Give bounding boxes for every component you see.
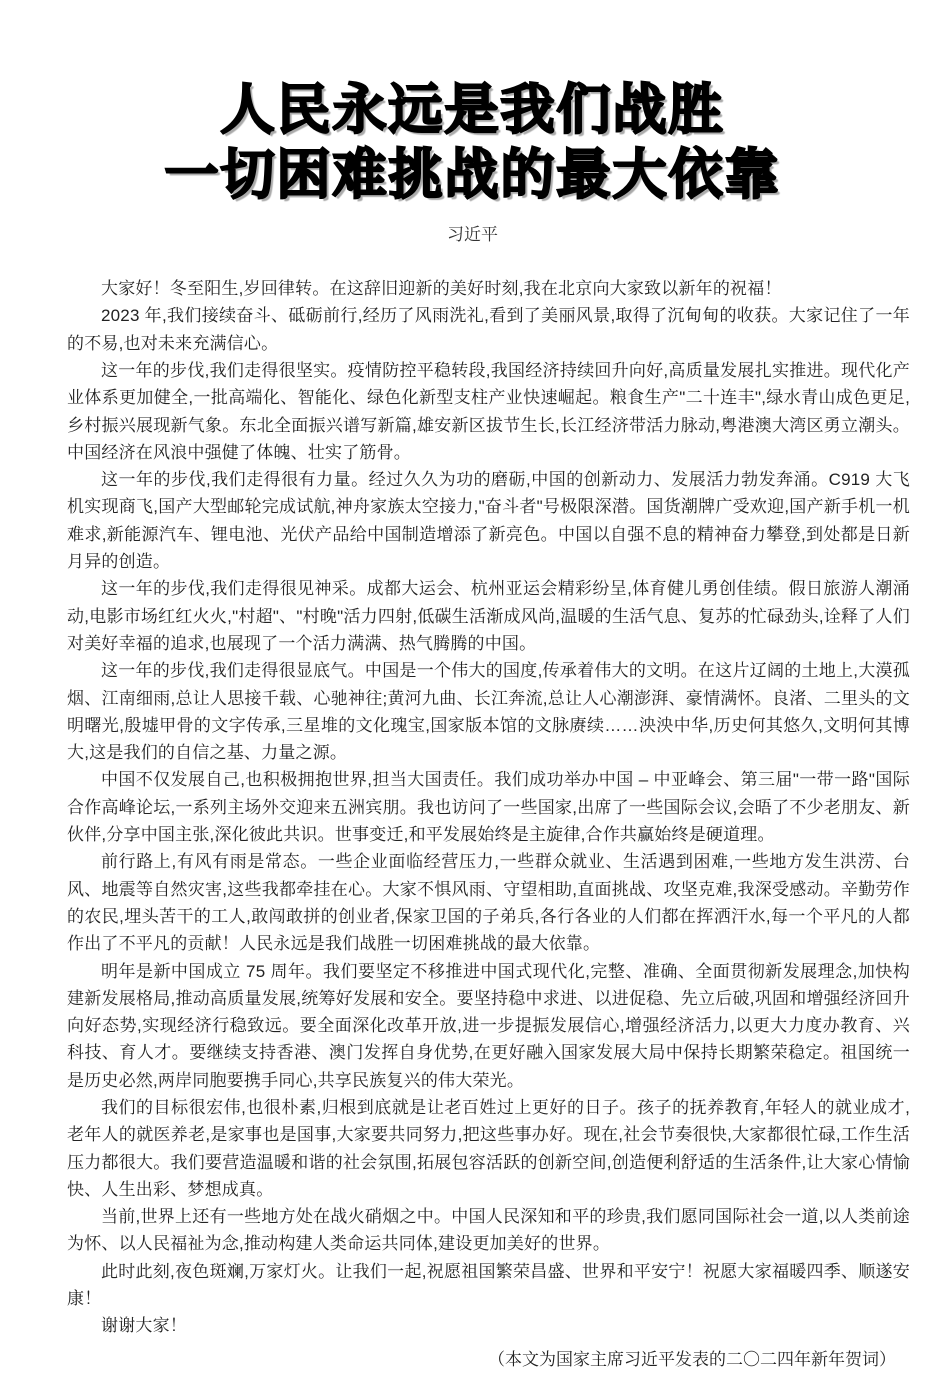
paragraph: 这一年的步伐,我们走得很有力量。经过久久为功的磨砺,中国的创新动力、发展活力勃发奔涌。C919 大飞机实现商飞,国产大型邮轮完成试航,神舟家族太空接力,"奋斗者"号极限深潜。国货潮牌广受欢迎,国产新手机一机难求,新能源汽车、锂电池、光伏产品给中国制造增添了新亮色。中国以自强不息的精神奋力攀登,到处都是日新月异的创造。 bbox=[67, 470, 910, 572]
title-line-1: 人民永远是我们战胜 bbox=[220, 80, 725, 140]
paragraph: 明年是新中国成立 75 周年。我们要坚定不移推进中国式现代化,完整、准确、全面贯彻新发展理念,加快构建新发展格局,推动高质量发展,统筹好发展和安全。要坚持稳中求进、以进促稳、先立后破,巩固和增强经济回升向好态势,实现经济行稳致远。要全面深化改革开放,进一步提振发展信心,增强经济活力,以更大力度办教育、兴科技、育人才。要继续支持香港、澳门发挥自身优势,在更好融入国家发展大局中保持长期繁荣稳定。祖国统一是历史必然,两岸同胞要携手同心,共享民族复兴的伟大荣光。 bbox=[67, 961, 910, 1090]
paragraph: 大家好！冬至阳生,岁回律转。在这辞旧迎新的美好时刻,我在北京向大家致以新年的祝福！ bbox=[101, 279, 782, 299]
paragraph: 此时此刻,夜色斑斓,万家灯火。让我们一起,祝愿祖国繁荣昌盛、世界和平安宁！祝愿大家福暖四季、顺遂安康！ bbox=[67, 1261, 910, 1309]
author-byline: 习近平 bbox=[447, 224, 498, 245]
paragraph: 谢谢大家！ bbox=[101, 1316, 187, 1336]
title-line-2: 一切困难挑战的最大依靠 bbox=[164, 144, 781, 205]
page-title bbox=[51, 78, 894, 208]
attribution-note: （本文为国家主席习近平发表的二〇二四年新年贺词） bbox=[488, 1349, 896, 1369]
paragraph: 这一年的步伐,我们走得很坚实。疫情防控平稳转段,我国经济持续回升向好,高质量发展扎实推进。现代化产业体系更加健全,一批高端化、智能化、绿色化新型支柱产业快速崛起。粮食生产"二十连丰",绿水青山成色更足,乡村振兴展现新气象。东北全面振兴谱写新篇,雄安新区拔节生长,长江经济带活力脉动,粤港澳大湾区勇立潮头。中国经济在风浪中强健了体魄、壮实了筋骨。 bbox=[67, 360, 910, 462]
paragraph: 中国不仅发展自己,也积极拥抱世界,担当大国责任。我们成功举办中国 – 中亚峰会、第三届"一带一路"国际合作高峰论坛,一系列主场外交迎来五洲宾朋。我也访问了一些国家,出席了一些国际会议,会晤了不少老朋友、新伙伴,分享中国主张,深化彼此共识。世事变迁,和平发展始终是主旋律,合作共赢始终是硬道理。 bbox=[67, 770, 910, 845]
paragraph: 当前,世界上还有一些地方处在战火硝烟之中。中国人民深知和平的珍贵,我们愿同国际社会一道,以人类前途为怀、以人民福祉为念,推动构建人类命运共同体,建设更加美好的世界。 bbox=[67, 1207, 910, 1254]
article-body bbox=[67, 275, 910, 1340]
paragraph: 前行路上,有风有雨是常态。一些企业面临经营压力,一些群众就业、生活遇到困难,一些地方发生洪涝、台风、地震等自然灾害,这些我都牵挂在心。大家不惧风雨、守望相助,直面挑战、攻坚克难,我深受感动。辛勤劳作的农民,埋头苦干的工人,敢闯敢拼的创业者,保家卫国的子弟兵,各行各业的人们都在挥洒汗水,每一个平凡的人都作出了不平凡的贡献！人民永远是我们战胜一切困难挑战的最大依靠。 bbox=[67, 852, 910, 954]
paragraph: 我们的目标很宏伟,也很朴素,归根到底就是让老百姓过上更好的日子。孩子的抚养教育,年轻人的就业成才,老年人的就医养老,是家事也是国事,大家要共同努力,把这些事办好。现在,社会节奏很快,大家都很忙碌,工作生活压力都很大。我们要营造温暖和谐的社会氛围,拓展包容活跃的创新空间,创造便利舒适的生活条件,让大家心情愉快、人生出彩、梦想成真。 bbox=[67, 1098, 910, 1199]
paragraph: 这一年的步伐,我们走得很显底气。中国是一个伟大的国度,传承着伟大的文明。在这片辽阔的土地上,大漠孤烟、江南细雨,总让人思接千载、心驰神往;黄河九曲、长江奔流,总让人心潮澎湃、豪情满怀。良渚、二里头的文明曙光,殷墟甲骨的文字传承,三星堆的文化瑰宝,国家版本馆的文脉赓续……泱泱中华,历史何其悠久,文明何其博大,这是我们的自信之基、力量之源。 bbox=[67, 661, 910, 763]
paragraph: 这一年的步伐,我们走得很见神采。成都大运会、杭州亚运会精彩纷呈,体育健儿勇创佳绩。假日旅游人潮涌动,电影市场红红火火,"村超"、"村晚"活力四射,低碳生活渐成风尚,温暖的生活气息、复苏的忙碌劲头,诠释了人们对美好幸福的追求,也展现了一个活力满满、热气腾腾的中国。 bbox=[67, 579, 910, 653]
paragraph: 2023 年,我们接续奋斗、砥砺前行,经历了风雨洗礼,看到了美丽风景,取得了沉甸甸的收获。大家记住了一年的不易,也对未来充满信心。 bbox=[67, 306, 910, 353]
